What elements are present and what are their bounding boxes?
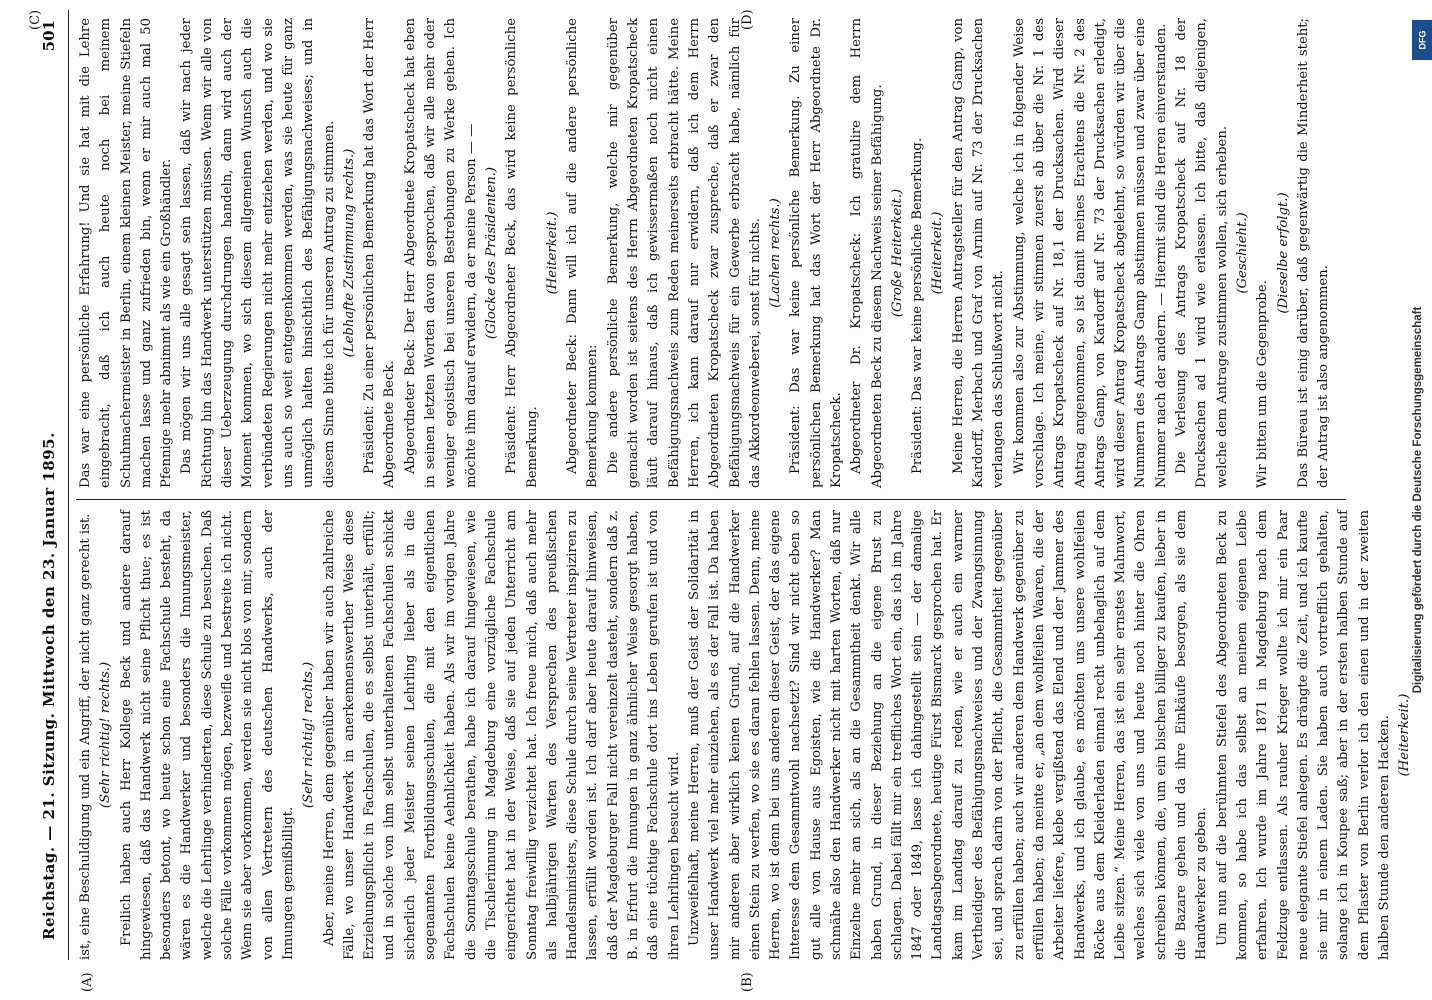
margin-marker-b: (B)	[740, 972, 755, 992]
column-left	[76, 510, 1416, 960]
interjection: (Heiterkeit.)	[544, 211, 560, 295]
paragraph: Das mögen wir uns alle gesagt sein lassen, daß wir nach jeder Richtung hin das Handwerk unterstützen müssen. Wenn wir alle von dieser Ueberzeugung durchdrungen handeln, dann wird auch der Moment kommen, wo sich diesem allgemeinen Wunsch auch die verbündeten Regierungen nicht mehr entziehen werden, und wo sie uns auch so weit entgegenkommen werden, was sie heute für ganz unmöglich halten hinsichtlich des Befähigungsnachweises; und in diesem Sinne bitte ich für unseren Antrag zu stimmen.	[179, 18, 337, 488]
margin-marker-c: (C)	[28, 9, 43, 30]
interjection: (Lebhafte Zustimmung rechts.)	[341, 148, 357, 358]
digitization-credit: Digitalisierung gefördert durch die Deutsche Forschungsgemeinschaft	[1412, 306, 1424, 694]
header-rule	[68, 10, 69, 960]
page-header	[34, 0, 64, 1000]
paragraph: Freilich haben auch Herr Kollege Beck und andere darauf hingewiesen, daß das Handwerk nicht seine Pflicht thue; es ist besonders betont, wo heute schon eine Fachschule besteht, da wären es die Handwerker und besonders die Innungsmeister, welche die Lehrlinge verhinderten, diese Schule zu besuchen. Daß solche Fälle vorkommen mögen, bezweifle und bestreite ich nicht. Wenn sie aber vorkommen, werden sie nicht blos von mir, sondern von allen Vertretern des deutschen Handwerks, auch der Innungen gemißbilligt.	[118, 510, 296, 960]
rotated-page-content	[20, 0, 1413, 1000]
dfg-logo-text: DFG	[1417, 30, 1427, 50]
interjection: (Heiterkeit.)	[930, 211, 946, 295]
paragraph: Meine Herren, die Herren Antragsteller für den Antrag Gamp, von Kardorff, Merbach und Graf von Arnim auf Nr. 73 der Drucksachen verlangen das Schlußwort nicht.	[950, 18, 1007, 488]
paragraph: Unzweifelhaft, meine Herren, muß der Geist der Solidarität in unser Handwerk viel mehr einziehen, als es der Fall ist. Da haben mir anderen aber wirklich keinen Grund, auf die Handwerker einen Stein zu werfen, wo sie es daran fehlen lassen. Denn, meine Herren, wo ist denn bei uns anderen dieser Geist, der das eigene Interesse dem Gesammtwohl nachsetzt? Sind wir nicht eben so gut alle von Hause aus Egoisten, wie die Handwerker? Man schmähe also den Handwerker nicht mit harten Worten, daß nur Einzelne mehr an sich, als an die Gesammtheit denkt. Wir alle haben Grund, in dieser Beziehung an die eigene Brust zu schlagen. Dabei fällt mir ein treffliches Wort ein, das ich im Jahre 1847 oder 1849, lasse ich dahingestellt sein — der damalige Landtagsabgeordnete, heutige Fürst Bismarck gesprochen hat. Er kam im Landtag darauf zu reden, wie er auch ein warmer Vertheidiger des Befähigungsnachweises und der Zwangsinnung sei, und sprach darin von der Pflicht, die Gesammtheit gegenüber zu erfüllen haben; auch wir anderen dem Handwerk gegenüber zu erfüllen haben; da meinte er, „an dem wohlfeilen Waaren, die der Arbeiter liefere, klebe vergißtend das Elend und der Jammer des Handwerks, und ich glaube, es möchten uns unsere wohlfeilen Röcke aus dem Kleiderladen einmal recht unbehaglich auf dem Leibe sitzen.“ Meine Herren, das ist ein sehr ernstes Mahnwort, welches sich viele von uns und heute noch hinter die Ohren schreiben können, die, um ein bischen billiger zu kaufen, lieber in die Bazare gehen und da ihre Einkäufe besorgen, als sie dem Handwerker zu geben.	[686, 510, 1210, 960]
paragraph: Wir kommen also zur Abstimmung, welche ich in folgender Weise vorschlage. Ich meine, wir stimmen zuerst ab über die Nr. 1 des Antrags Kropatscheck auf Nr. 18,1 der Drucksachen. Wird dieser Antrag angenommen, so ist damit meines Erachtens die Nr. 2 des Antrags Gamp, von Kardorff auf Nr. 73 der Drucksachen erledigt, wird dieser Antrag Kropatscheck abgelehnt, so würden wir über die Nummern des Antrags Gamp abstimmen müssen und zwar über eine Nummer nach der andern. — Hiermit sind die Herren einverstanden.	[1011, 18, 1169, 488]
speaker-paragraph: Präsident: Das war keine persönliche Bemerkung.	[910, 137, 926, 474]
speaker-paragraph: Präsident: Herr Abgeordneter Beck, das wird keine persönliche Bemerkung.	[504, 18, 540, 488]
interjection: (Dieselbe erfolgt.)	[1275, 192, 1291, 314]
speaker-paragraph: Präsident: Zu einer persönlichen Bemerkung hat das Wort der Herr Abgeordnete Beck.	[362, 18, 398, 488]
paragraph: ist, eine Beschuldigung und ein Angriff, der nicht ganz gerecht ist.	[78, 513, 93, 960]
running-head: Reichstag. — 21. Sitzung. Mittwoch den 23. Januar 1895.	[40, 432, 58, 940]
speaker-paragraph: Präsident: Das war keine persönliche Bemerkung. Zu einer persönlichen Bemerkung hat das Wort der Herr Abgeordnete Dr. Kropatscheck.	[788, 18, 844, 488]
paragraph: Um nun auf die berühmten Stiefel des Abgeordneten Beck zu kommen, so habe ich das selbst an meinem eigenen Leibe erfahren. Ich wurde im Jahre 1871 in Magdeburg nach dem Feldzuge entlassen. Als rauher Krieger wollte ich mir ein Paar neue elegante Stiefel anlegen. Es drängte die Zeit, und ich kaufte sie mir in einem Laden. Sie haben auch vortrefflich gehalten, solange ich in Koupee saß; aber in der ersten halben Stunde auf dem Pflaster von Berlin verlor ich den einen und in der zweiten halben Stunde den anderen Hacken.	[1214, 510, 1392, 960]
paragraph: Das Büreau ist einig darüber, daß gegenwärtig die Minderheit steht; der Antrag ist also angenommen.	[1295, 18, 1332, 488]
paragraph: Wir bitten um die Gegenprobe.	[1255, 280, 1271, 488]
speaker-paragraph: Abgeordneter Dr. Kropatscheck: Ich gratulire dem Herrn Abgeordneten Beck zu diesem Nachweis seiner Befähigung.	[849, 18, 885, 488]
interjection: (Lachen rechts.)	[768, 198, 784, 308]
margin-marker-a: (A)	[80, 972, 95, 992]
paragraph: Die andere persönliche Bemerkung, welche mir gegenüber gemacht worden ist seitens des Herrn Abgeordneten Kropatscheck läuft darauf hinaus, daß ich gewissermaßen noch nicht einen Befähigungsnachweis zum Reden meinerseits erbracht hätte. Meine Herren, ich kann darauf nur erwidern, daß ich dem Herrn Abgeordneten Kropatscheck zwar zuspreche, daß er zwar den Befähigungsnachweis für ein Gewerbe erbracht habe, nämlich für das Akkordeonweberei, sonst für nichts.	[605, 18, 763, 488]
interjection: (Geschieht.)	[1234, 212, 1250, 294]
page-number: 501	[40, 20, 58, 52]
interjection: (Heiterkeit.)	[1397, 693, 1413, 777]
margin-marker-d: (D)	[740, 9, 755, 30]
speaker-paragraph: Abgeordneter Beck: Der Herr Abgeordnete Kropatscheck hat eben in seinen letzten Worten davon gesprochen, daß wir alle mehr oder weniger egoistisch bei unseren Bestrebungen zu Werke gehen. Ich möchte ihm darauf erwidern, da er meine Person — —	[402, 18, 479, 488]
column-right	[76, 18, 1334, 488]
interjection: (Sehr richtig! rechts.)	[301, 661, 317, 809]
paragraph: Aber, meine Herren, dem gegenüber haben wir auch zahlreiche Fälle, wo unser Handwerk in anerkennenswerther Weise diese Erziehungspflicht in Fachschulen, die es selbst unterhält, erfüllt; und in solche von ihm selbst unterhaltenen Fachschulen schickt sicherlich jeder Meister seinen Lehrling lieber als in die sogenannten Fortbildungsschulen, die mit den eigentlichen Fachschulen keine Aehnlichkeit haben. Als wir im vorigen Jahre die Sonntagsschule berathen, habe ich darauf hingewiesen, wie die Tischlerinnung in Magdeburg eine vorzügliche Fachschule eingerichtet hat in der Weise, daß sie auf jeden Unterricht am Sonntag freiwillig verzichtet hat. Ich freue mich, daß auch mehr als halbjährigen Warten des Versprechen des preußischen Handelsministers, diese Schule durch seine Vertreter inspiziren zu lassen, erfüllt worden ist. Ich darf aber heute darauf hinweisen, daß der Magdeburger Fall nicht vereinzelt dasteht, sondern daß z. B. in Erfurt die Innungen in ganz ähnlicher Weise gesorgt haben, daß eine tüchtige Fachschule dort ins Leben gerufen ist und von ihren Lehrlingen besucht wird.	[321, 510, 682, 960]
speaker-paragraph: Abgeordneter Beck: Dann will ich auf die andere persönliche Bemerkung kommen:	[565, 18, 601, 488]
paragraph: Die Verlesung des Antrags Kropatscheck auf Nr. 18 der Drucksachen ad 1 wird wie erlassen. Ich bitte, daß diejenigen, welche dem Antrage zustimmen wollen, sich erheben.	[1174, 18, 1230, 488]
interjection: (Sehr richtig! rechts.)	[98, 661, 114, 809]
interjection: (Große Heiterkeit.)	[889, 188, 905, 318]
interjection: (Glocke des Präsidenten.)	[483, 166, 499, 340]
column-divider	[76, 499, 1346, 500]
paragraph: Das war eine persönliche Erfahrung! Und sie hat mit die Lehre eingebracht, daß ich auch heute noch bei meinem Schuhmachermeister in Berlin, einem kleinen Meister, meine Stiefeln machen lasse und ganz zufrieden bin, wenn er mir auch mal 50 Pfennige mehr abnimmt als wie ein Großhändler.	[78, 18, 175, 488]
